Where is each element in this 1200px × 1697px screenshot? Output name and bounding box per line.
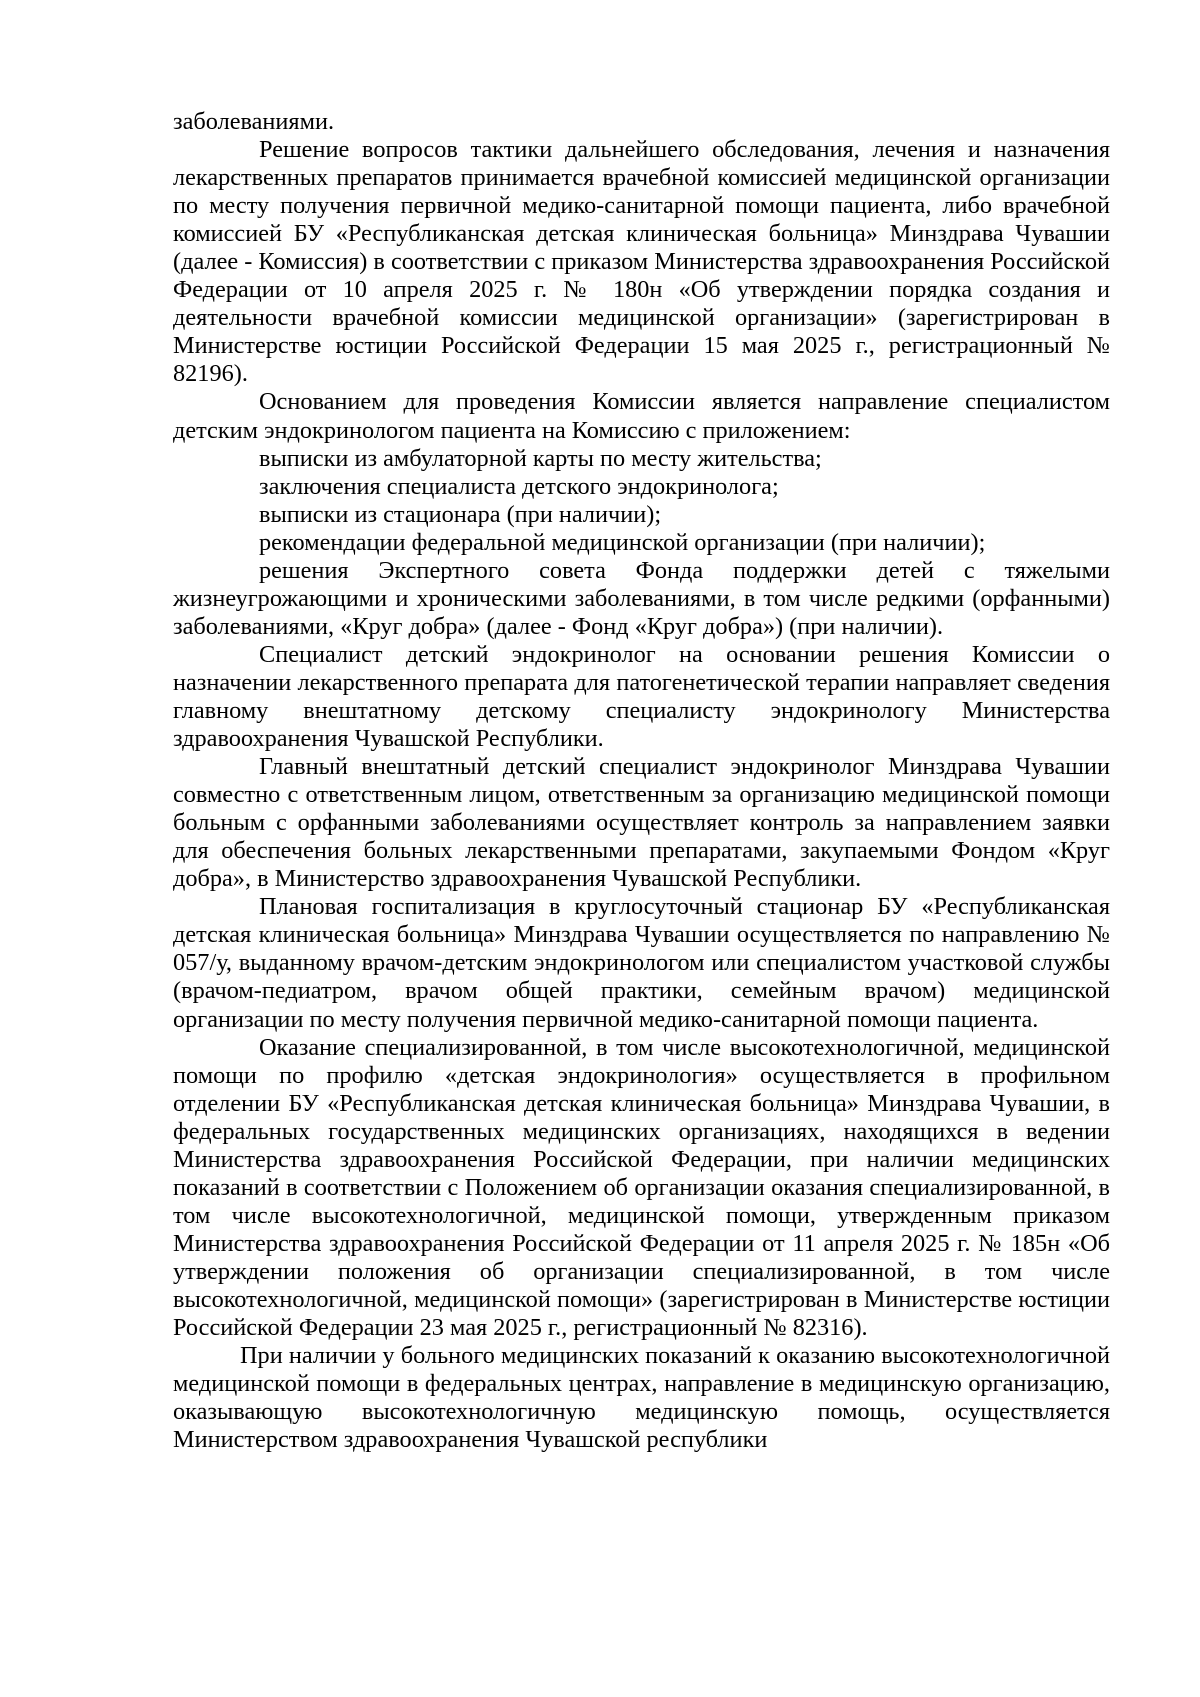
paragraph-chief-specialist: Главный внештатный детский специалист эндокринолог Минздрава Чувашии совместно с ответственным лицом, ответственным за организацию медицинской помощи больным с орфанными заболеваниями осуществляет контроль за направлением заявки для обеспечения больных лекарственными препаратами, закупаемыми Фондом «Круг добра», в Министерство здравоохранения Чувашской Республики. bbox=[173, 753, 1110, 893]
paragraph-commission-basis: Основанием для проведения Комиссии является направление специалистом детским эндокринологом пациента на Комиссию с приложением: bbox=[173, 388, 1110, 444]
paragraph-continuation: заболеваниями. bbox=[173, 108, 335, 135]
paragraph-high-tech-care: При наличии у больного медицинских показаний к оказанию высокотехнологичной медицинской помощи в федеральных центрах, направление в медицинскую организацию, оказывающую высокотехнологичную медицинскую помощь, осуществляется Министерством здравоохранения Чувашской республики bbox=[173, 1342, 1110, 1454]
list-item: выписки из стационара (при наличии); bbox=[259, 500, 662, 528]
paragraph-specialized-care: Оказание специализированной, в том числе высокотехнологичной, медицинской помощи по профилю «детская эндокринология» осуществляется в профильном отделении БУ «Республиканская детская клиническая больница» Минздрава Чувашии, в федеральных государственных медицинских организациях, находящихся в ведении Министерства здравоохранения Российской Федерации, при наличии медицинских показаний в соответствии с Положением об организации оказания специализированной, в том числе высокотехнологичной, медицинской помощи, утвержденным приказом Министерства здравоохранения Российской Федерации от 11 апреля 2025 г. № 185н «Об утверждении положения об организации специализированной, в том числе высокотехнологичной, медицинской помощи» (зарегистрирован в Министерстве юстиции Российской Федерации 23 мая 2025 г., регистрационный № 82316). bbox=[173, 1033, 1110, 1342]
list-item: рекомендации федеральной медицинской организации (при наличии); bbox=[259, 528, 986, 556]
document-page bbox=[173, 108, 1110, 1454]
paragraph-hospitalization: Плановая госпитализация в круглосуточный стационар БУ «Республиканская детская клиническая больница» Минздрава Чувашии осуществляется по направлению № 057/у, выданному врачом-детским эндокринологом или специалистом участковой службы (врачом-педиатром, врачом общей практики, семейным врачом) медицинской организации по месту получения первичной медико-санитарной помощи пациента. bbox=[173, 893, 1110, 1033]
list-item: решения Экспертного совета Фонда поддержки детей с тяжелыми жизнеугрожающими и хроническими заболеваниями, в том числе редкими (орфанными) заболеваниями, «Круг добра» (далее - Фонд «Круг добра») (при наличии). bbox=[173, 556, 1110, 640]
paragraph-commission-decision: Решение вопросов тактики дальнейшего обследования, лечения и назначения лекарственных препаратов принимается врачебной комиссией медицинской организации по месту получения первичной медико-санитарной помощи пациента, либо врачебной комиссией БУ «Республиканская детская клиническая больница» Минздрава Чувашии (далее - Комиссия) в соответствии с приказом Министерства здравоохранения Российской Федерации от 10 апреля 2025 г. № 180н «Об утверждении порядка создания и деятельности врачебной комиссии медицинской организации» (зарегистрирован в Министерстве юстиции Российской Федерации 15 мая 2025 г., регистрационный № 82196). bbox=[173, 136, 1110, 388]
list-item: заключения специалиста детского эндокринолога; bbox=[259, 472, 779, 500]
paragraph-endocrinologist: Специалист детский эндокринолог на основании решения Комиссии о назначении лекарственного препарата для патогенетической терапии направляет сведения главному внештатному детскому специалисту эндокринологу Министерства здравоохранения Чувашской Республики. bbox=[173, 640, 1110, 753]
list-item: выписки из амбулаторной карты по месту жительства; bbox=[259, 444, 822, 472]
